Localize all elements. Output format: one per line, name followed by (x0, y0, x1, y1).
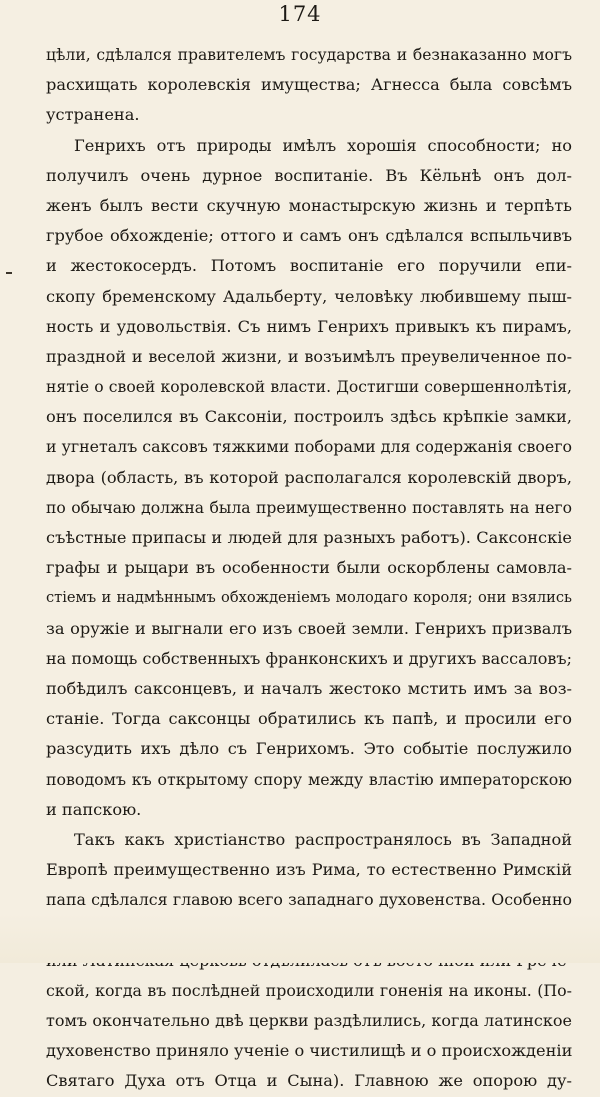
text-line: ность и удовольствія. Съ нимъ Генрихъ привыкъ къ пирамъ, (46, 316, 572, 336)
text-line: на помощь собственныхъ франконскихъ и другихъ вассаловъ; (46, 648, 572, 668)
text-line: и жестокосердъ. Потомъ воспитаніе его поручили епи- (46, 256, 572, 276)
text-line: стіемъ и надмѣннымъ обхожденіемъ молодаго короля; они взялись (46, 589, 572, 607)
text-line: двора (область, въ которой располагался королевскій дворъ, (46, 467, 572, 487)
text-line: Генрихъ отъ природы имѣлъ хорошія способности; но (74, 135, 572, 155)
text-line: и угнеталъ саксовъ тяжкими поборами для содержанія своего (46, 437, 572, 457)
text-line: праздной и веселой жизни, и возъимѣлъ преувеличенное по- (46, 346, 572, 366)
text-line: получилъ очень дурное воспитаніе. Въ Кёльнѣ онъ дол- (46, 165, 572, 185)
text-line: Святаго Духа отъ Отца и Сына). Главною же опорою ду- (46, 1071, 572, 1091)
text-line: устранена. (46, 105, 140, 125)
text-line: и папскою. (46, 799, 142, 819)
text-line: станіе. Тогда саксонцы обратились къ папѣ, и просили его (46, 709, 572, 729)
text-line: Такъ какъ христіанство распространялось въ Западной (74, 829, 572, 849)
text-line: графы и рыцари въ особенности были оскорблены самовла- (46, 558, 572, 578)
text-line: духовенство приняло ученіе о чистилищѣ и о происхожденіи (46, 1041, 572, 1061)
page-bottom-margin (0, 913, 600, 963)
text-line: за оружіе и выгнали его изъ своей земли. Генрихъ призвалъ (46, 618, 572, 638)
page-number: 174 (278, 2, 322, 26)
text-line: грубое обхожденіе; оттого и самъ онъ сдѣлался вспыльчивъ (46, 226, 572, 246)
text-line: поводомъ къ открытому спору между властію императорскою (46, 769, 572, 789)
text-line: цѣли, сдѣлался правителемъ государства и безнаказанно могъ (46, 46, 572, 64)
text-line: ской, когда въ послѣдней происходили гоненія на иконы. (По- (46, 980, 572, 1000)
text-line: Европѣ преимущественно изъ Рима, то естественно Римскій (46, 860, 572, 880)
text-line: папа сдѣлался главою всего западнаго духовенства. Особенно (46, 890, 572, 910)
margin-mark (6, 272, 12, 274)
text-line: съѣстные припасы и людей для разныхъ работъ). Саксонскіе (46, 528, 572, 547)
text-line: побѣдилъ саксонцевъ, и началъ жестоко мстить имъ за воз- (46, 678, 572, 698)
text-line: женъ былъ вести скучную монастырскую жизнь и терпѣть (46, 195, 572, 215)
text-line: расхищать королевскія имущества; Агнесса была совсѣмъ (46, 75, 572, 95)
text-line: онъ поселился въ Саксоніи, построилъ здѣсь крѣпкіе замки, (46, 407, 572, 427)
text-line: по обычаю должна была преимущественно поставлять на него (46, 498, 572, 517)
text-line: скопу бременскому Адальберту, человѣку любившему пыш- (46, 286, 572, 306)
text-line: нятіе о своей королевской власти. Достигши совершеннолѣтія, (46, 378, 572, 397)
text-line: томъ окончательно двѣ церкви раздѣлились, когда латинское (46, 1011, 572, 1030)
text-line: разсудить ихъ дѣло съ Генрихомъ. Это событіе послужило (46, 739, 572, 759)
